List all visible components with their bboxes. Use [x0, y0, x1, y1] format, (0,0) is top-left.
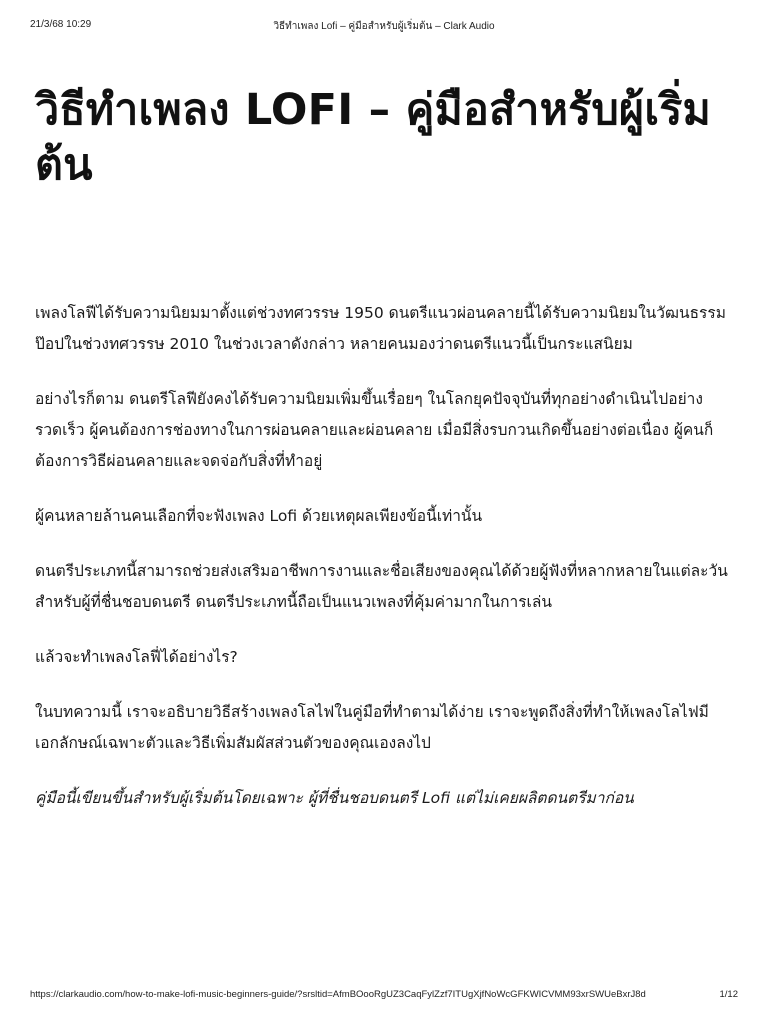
article-body — [35, 298, 735, 814]
article-paragraph: ในบทความนี้ เราจะอธิบายวิธีสร้างเพลงโลไฟในคู่มือที่ทำตามได้ง่าย เราจะพูดถึงสิ่งที่ทำให้เพลงโลไฟมีเอกลักษณ์เฉพาะตัวและวิธีเพิ่มสัมผัสส่วนตัวของคุณเองลงไป — [35, 703, 709, 752]
article-title: วิธีทำเพลง LOFI – คู่มือสำหรับผู้เริ่มต้น — [35, 85, 712, 190]
print-header — [30, 19, 738, 33]
page-number: 1/12 — [719, 989, 738, 1000]
article — [35, 83, 735, 838]
article-paragraph: อย่างไรก็ตาม ดนตรีโลฟียังคงได้รับความนิยมเพิ่มขึ้นเรื่อยๆ ในโลกยุคปัจจุบันที่ทุกอย่างดำเนินไปอย่างรวดเร็ว ผู้คนต้องการช่องทางในการผ่อนคลายและผ่อนคลาย เมื่อมีสิ่งรบกวนเกิดขึ้นอย่างต่อเนื่อง ผู้คนก็ต้องการวิธีผ่อนคลายและจดจ่อกับสิ่งที่ทำอยู่ — [35, 390, 714, 470]
print-source-url: https://clarkaudio.com/how-to-make-lofi-music-beginners-guide/?srsltid=AfmBOooRgUZ3CaqFylZzf7ITUgXjfNoWcGFKWICVMM93xrSWUeBxrJ8d — [30, 989, 646, 1000]
print-footer — [30, 989, 738, 1003]
article-paragraph: แล้วจะทำเพลงโลฟี่ได้อย่างไร? — [35, 648, 238, 666]
print-datetime: 21/3/68 10:29 — [30, 19, 92, 30]
article-paragraph: ผู้คนหลายล้านคนเลือกที่จะฟังเพลง Lofi ด้วยเหตุผลเพียงข้อนี้เท่านั้น — [35, 507, 483, 525]
article-paragraph: เพลงโลฟีได้รับความนิยมมาตั้งแต่ช่วงทศวรรษ 1950 ดนตรีแนวผ่อนคลายนี้ได้รับความนิยมในวัฒนธรรมป๊อปในช่วงทศวรรษ 2010 ในช่วงเวลาดังกล่าว หลายคนมองว่าดนตรีแนวนี้เป็นกระแสนิยม — [35, 304, 726, 353]
article-italic-note: คู่มือนี้เขียนขึ้นสำหรับผู้เริ่มต้นโดยเฉพาะ ผู้ที่ชื่นชอบดนตรี Lofi แต่ไม่เคยผลิตดนตรีมาก่อน — [35, 789, 634, 807]
article-paragraph: ดนตรีประเภทนี้สามารถช่วยส่งเสริมอาชีพการงานและชื่อเสียงของคุณได้ด้วยผู้ฟังที่หลากหลายในแต่ละวัน สำหรับผู้ที่ชื่นชอบดนตรี ดนตรีประเภทนี้ถือเป็นแนวเพลงที่คุ้มค่ามากในการเล่น — [35, 562, 728, 611]
print-document-title: วิธีทำเพลง Lofi – คู่มือสำหรับผู้เริ่มต้น – Clark Audio — [273, 21, 495, 32]
